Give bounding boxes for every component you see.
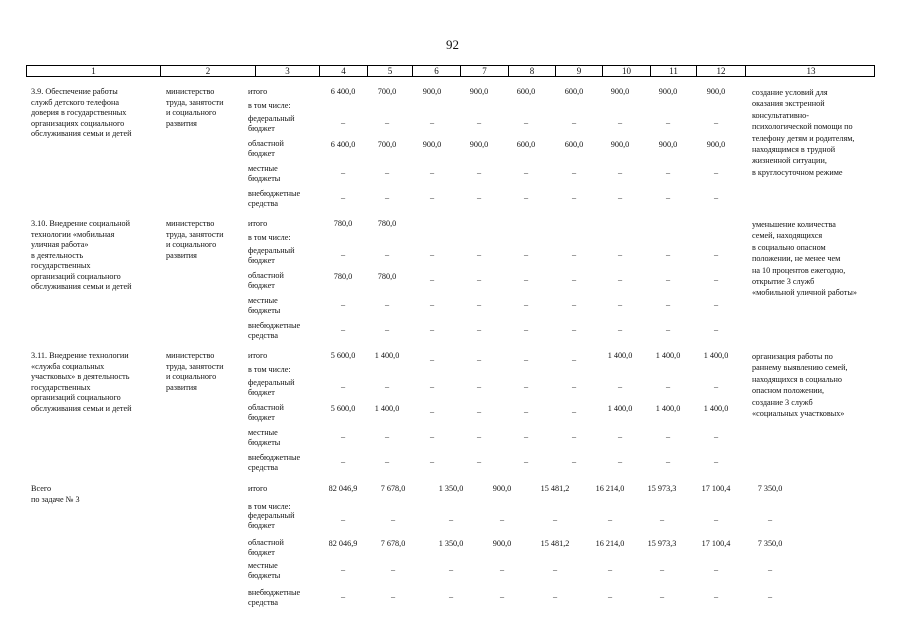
funding-source-label: местные	[248, 164, 278, 173]
funding-source-label: итого	[248, 351, 268, 360]
funding-value: –	[523, 193, 529, 202]
funding-value: 900,0	[610, 140, 630, 149]
funding-value: –	[429, 275, 435, 284]
funding-source-label: внебюджетные	[248, 453, 301, 462]
funding-value: –	[429, 168, 435, 177]
funding-value: 600,0	[516, 140, 536, 149]
funding-value: –	[390, 592, 396, 601]
funding-value: 82 046,9	[328, 484, 358, 493]
funding-source-label: областной	[248, 271, 284, 280]
funding-value: –	[523, 432, 529, 441]
funding-value: –	[429, 432, 435, 441]
result-line: психологической помощи по	[752, 122, 853, 132]
executor-line: труда, занятости	[166, 229, 224, 239]
funding-source-label: бюджет	[248, 413, 275, 422]
funding-value: –	[713, 118, 719, 127]
funding-value: –	[713, 168, 719, 177]
funding-value: 900,0	[706, 140, 726, 149]
funding-source-label: федеральный	[248, 378, 295, 387]
funding-source-label: федеральный	[248, 114, 295, 123]
funding-value: –	[659, 515, 665, 524]
funding-value: 7 350,0	[757, 484, 783, 493]
funding-value: –	[607, 565, 613, 574]
result-line: жизненной ситуации,	[752, 156, 827, 166]
funding-value: –	[499, 592, 505, 601]
funding-value: –	[476, 168, 482, 177]
funding-value: 900,0	[706, 87, 726, 96]
funding-value: –	[476, 193, 482, 202]
funding-source-label: средства	[248, 598, 279, 607]
funding-value: –	[429, 300, 435, 309]
header-col-13: 13	[745, 66, 876, 76]
funding-value: –	[571, 355, 577, 364]
funding-value: –	[390, 515, 396, 524]
result-line: раннему выявлению семей,	[752, 363, 848, 373]
funding-value: –	[384, 193, 390, 202]
funding-value: 1 400,0	[703, 404, 729, 413]
funding-value: –	[659, 565, 665, 574]
funding-value: 7 350,0	[757, 539, 783, 548]
funding-source-label: внебюджетные	[248, 588, 301, 597]
funding-value: –	[571, 275, 577, 284]
funding-value: –	[523, 382, 529, 391]
funding-value: 17 100,4	[701, 484, 731, 493]
funding-source-label: бюджеты	[248, 571, 281, 580]
funding-value: 15 481,2	[540, 484, 570, 493]
funding-source-label: бюджет	[248, 124, 275, 133]
funding-source-label: местные	[248, 428, 278, 437]
executor-line: министерство	[166, 219, 215, 228]
funding-value: –	[429, 250, 435, 259]
funding-value: –	[617, 457, 623, 466]
funding-value: –	[476, 250, 482, 259]
funding-value: –	[476, 432, 482, 441]
funding-value: –	[713, 250, 719, 259]
funding-value: –	[713, 432, 719, 441]
funding-value: –	[523, 168, 529, 177]
funding-value: –	[713, 457, 719, 466]
header-col-10: 10	[602, 66, 650, 76]
funding-value: –	[340, 193, 346, 202]
funding-value: –	[340, 250, 346, 259]
header-col-4: 4	[319, 66, 367, 76]
funding-value: –	[617, 250, 623, 259]
funding-value: 1 400,0	[374, 351, 400, 360]
activity-name-line: «служба социальных	[31, 361, 105, 371]
funding-value: –	[571, 118, 577, 127]
funding-source-label: в том числе:	[248, 502, 291, 511]
funding-value: –	[340, 382, 346, 391]
funding-value: –	[665, 382, 671, 391]
header-col-11: 11	[650, 66, 696, 76]
funding-value: –	[665, 275, 671, 284]
funding-value: 15 973,3	[647, 539, 677, 548]
funding-value: 900,0	[610, 87, 630, 96]
activity-name-line: 3.11. Внедрение технологии	[31, 351, 129, 360]
funding-value: –	[713, 300, 719, 309]
funding-value: –	[340, 457, 346, 466]
funding-value: –	[340, 300, 346, 309]
funding-value: –	[665, 457, 671, 466]
result-line: семей, находящихся	[752, 231, 823, 241]
funding-value: –	[552, 515, 558, 524]
funding-value: –	[523, 118, 529, 127]
executor-line: и социального	[166, 240, 217, 249]
funding-value: –	[340, 515, 346, 524]
result-line: положении, не менее чем	[752, 254, 841, 264]
funding-source-label: бюджеты	[248, 174, 281, 183]
header-col-1: 1	[91, 66, 96, 76]
result-line: уменьшение количества	[752, 220, 836, 229]
funding-value: 6 400,0	[330, 87, 356, 96]
funding-value: –	[713, 565, 719, 574]
funding-value: –	[552, 565, 558, 574]
executor-line: министерство	[166, 351, 215, 360]
funding-value: –	[429, 355, 435, 364]
funding-value: –	[476, 300, 482, 309]
funding-value: –	[340, 432, 346, 441]
funding-value: –	[429, 193, 435, 202]
funding-value: 900,0	[422, 87, 442, 96]
funding-value: 1 400,0	[703, 351, 729, 360]
funding-value: –	[665, 325, 671, 334]
funding-value: 780,0	[377, 272, 397, 281]
funding-value: 15 973,3	[647, 484, 677, 493]
funding-value: –	[571, 168, 577, 177]
funding-value: –	[476, 355, 482, 364]
funding-value: –	[571, 457, 577, 466]
funding-value: –	[523, 300, 529, 309]
activity-name-line: технологии «мобильная	[31, 229, 115, 239]
funding-value: –	[429, 118, 435, 127]
funding-source-label: областной	[248, 403, 284, 412]
activity-name-line: по задаче № 3	[31, 494, 80, 504]
page-number: 92	[446, 37, 459, 52]
funding-value: –	[659, 592, 665, 601]
funding-value: 1 400,0	[607, 351, 633, 360]
funding-source-label: средства	[248, 331, 279, 340]
activity-name-line: обслуживания семьи и детей	[31, 282, 132, 291]
activity-name-line: служб детского телефона	[31, 97, 119, 107]
funding-source-label: бюджет	[248, 256, 275, 265]
funding-value: –	[665, 168, 671, 177]
result-line: находящимся в трудной	[752, 145, 836, 154]
funding-value: 15 481,2	[540, 539, 570, 548]
executor-line: развития	[166, 250, 197, 260]
funding-value: –	[571, 382, 577, 391]
funding-source-label: в том числе:	[248, 233, 291, 242]
activity-name-line: государственных	[31, 382, 91, 392]
funding-value: –	[429, 407, 435, 416]
activity-name-line: доверия в государственных	[31, 108, 127, 117]
funding-value: –	[713, 592, 719, 601]
funding-source-label: итого	[248, 219, 268, 228]
activity-name-line: 3.9. Обеспечение работы	[31, 87, 118, 96]
funding-value: –	[384, 118, 390, 127]
executor-line: развития	[166, 382, 197, 392]
result-line: открытие 3 служб	[752, 277, 815, 286]
funding-value: –	[665, 250, 671, 259]
funding-value: –	[384, 382, 390, 391]
funding-value: 600,0	[516, 87, 536, 96]
funding-value: –	[476, 325, 482, 334]
funding-value: –	[448, 565, 454, 574]
funding-value: 82 046,9	[328, 539, 358, 548]
funding-value: 900,0	[492, 539, 512, 548]
funding-value: –	[523, 457, 529, 466]
activity-name-line: обслуживания семьи и детей	[31, 403, 132, 413]
funding-value: –	[617, 118, 623, 127]
funding-value: –	[767, 565, 773, 574]
funding-value: 900,0	[469, 140, 489, 149]
funding-value: –	[617, 168, 623, 177]
funding-value: –	[340, 118, 346, 127]
funding-value: –	[340, 565, 346, 574]
funding-value: 780,0	[333, 272, 353, 281]
funding-value: –	[384, 300, 390, 309]
funding-value: –	[448, 515, 454, 524]
funding-value: –	[617, 300, 623, 309]
table-header-row	[26, 65, 875, 77]
funding-value: –	[390, 565, 396, 574]
funding-value: –	[523, 275, 529, 284]
funding-value: –	[476, 275, 482, 284]
funding-source-label: бюджет	[248, 388, 275, 397]
funding-value: –	[571, 325, 577, 334]
funding-value: 1 350,0	[438, 484, 464, 493]
funding-source-label: бюджет	[248, 521, 275, 530]
funding-value: –	[384, 457, 390, 466]
activity-name-line: 3.10. Внедрение социальной	[31, 219, 131, 228]
executor-line: и социального	[166, 372, 217, 381]
funding-value: –	[476, 382, 482, 391]
activity-name-line: государственных	[31, 261, 91, 270]
funding-value: 1 400,0	[607, 404, 633, 413]
header-col-2: 2	[160, 66, 255, 76]
funding-value: –	[767, 515, 773, 524]
funding-value: –	[617, 432, 623, 441]
funding-value: 600,0	[564, 87, 584, 96]
funding-source-label: итого	[248, 87, 268, 96]
header-col-9: 9	[555, 66, 602, 76]
result-line: в круглосуточном режиме	[752, 167, 843, 177]
funding-value: –	[665, 300, 671, 309]
funding-source-label: местные	[248, 561, 278, 570]
funding-value: –	[571, 250, 577, 259]
funding-source-label: областной	[248, 139, 284, 148]
funding-value: –	[429, 325, 435, 334]
header-col-6: 6	[412, 66, 460, 76]
funding-value: –	[713, 193, 719, 202]
funding-value: 900,0	[422, 140, 442, 149]
funding-value: 1 400,0	[655, 351, 681, 360]
funding-value: –	[523, 325, 529, 334]
funding-value: –	[523, 407, 529, 416]
funding-source-label: бюджеты	[248, 306, 281, 315]
funding-value: –	[665, 432, 671, 441]
header-col-7: 7	[460, 66, 508, 76]
funding-source-label: бюджет	[248, 281, 275, 290]
header-col-3: 3	[255, 66, 319, 76]
funding-value: 7 678,0	[380, 539, 406, 548]
header-col-12: 12	[696, 66, 745, 76]
funding-value: –	[571, 432, 577, 441]
funding-source-label: бюджет	[248, 149, 275, 158]
funding-value: 6 400,0	[330, 140, 356, 149]
funding-source-label: бюджеты	[248, 438, 281, 447]
funding-value: –	[523, 250, 529, 259]
funding-value: –	[384, 168, 390, 177]
funding-value: 700,0	[377, 140, 397, 149]
funding-source-label: местные	[248, 296, 278, 305]
funding-value: 1 350,0	[438, 539, 464, 548]
result-line: в социально опасном	[752, 242, 826, 252]
funding-value: –	[571, 300, 577, 309]
result-line: опасном положении,	[752, 386, 825, 396]
result-line: организация работы по	[752, 352, 833, 361]
funding-source-label: в том числе:	[248, 101, 291, 110]
header-col-8: 8	[508, 66, 555, 76]
executor-line: труда, занятости	[166, 97, 224, 107]
activity-name-line: Всего	[31, 484, 52, 493]
result-line: на 10 процентов ежегодно,	[752, 265, 846, 275]
funding-value: –	[448, 592, 454, 601]
funding-source-label: средства	[248, 199, 279, 208]
funding-value: 1 400,0	[374, 404, 400, 413]
funding-source-label: в том числе:	[248, 365, 291, 374]
funding-value: –	[429, 457, 435, 466]
funding-value: –	[607, 515, 613, 524]
executor-line: и социального	[166, 108, 217, 117]
funding-value: 900,0	[469, 87, 489, 96]
header-col-5: 5	[367, 66, 412, 76]
funding-value: –	[617, 275, 623, 284]
activity-name-line: организаций социального	[31, 271, 121, 281]
funding-value: –	[384, 250, 390, 259]
result-line: оказания экстренной	[752, 99, 825, 109]
funding-value: –	[476, 407, 482, 416]
funding-value: –	[552, 592, 558, 601]
funding-value: 780,0	[377, 219, 397, 228]
funding-value: 17 100,4	[701, 539, 731, 548]
funding-value: –	[476, 457, 482, 466]
funding-value: 700,0	[377, 87, 397, 96]
funding-value: –	[607, 592, 613, 601]
result-line: «социальных участковых»	[752, 409, 845, 418]
funding-source-label: областной	[248, 538, 284, 547]
funding-value: –	[713, 515, 719, 524]
funding-value: –	[476, 118, 482, 127]
result-line: создание 3 служб	[752, 397, 813, 407]
result-line: телефону детям и родителям,	[752, 133, 855, 143]
funding-value: –	[571, 407, 577, 416]
funding-source-label: федеральный	[248, 246, 295, 255]
funding-value: –	[665, 118, 671, 127]
funding-value: –	[523, 355, 529, 364]
funding-value: –	[713, 382, 719, 391]
activity-name-line: уличная работа»	[31, 240, 89, 249]
activity-name-line: участковых» в деятельность	[31, 372, 130, 381]
funding-value: –	[384, 325, 390, 334]
funding-value: –	[767, 592, 773, 601]
funding-source-label: внебюджетные	[248, 321, 301, 330]
result-line: «мобильной уличной работы»	[752, 288, 857, 298]
executor-line: развития	[166, 118, 197, 128]
activity-name-line: организациях социального	[31, 118, 125, 128]
funding-value: 5 600,0	[330, 404, 356, 413]
result-line: консультативно-	[752, 110, 809, 120]
funding-value: 1 400,0	[655, 404, 681, 413]
funding-value: –	[499, 515, 505, 524]
funding-value: –	[617, 193, 623, 202]
funding-value: 900,0	[658, 140, 678, 149]
result-line: находящихся в социально	[752, 374, 842, 384]
funding-value: 16 214,0	[595, 539, 625, 548]
funding-value: –	[340, 325, 346, 334]
funding-value: –	[340, 592, 346, 601]
funding-source-label: средства	[248, 463, 279, 472]
funding-value: –	[499, 565, 505, 574]
result-line: создание условий для	[752, 88, 828, 97]
funding-source-label: бюджет	[248, 548, 275, 557]
funding-value: –	[713, 275, 719, 284]
funding-value: –	[384, 432, 390, 441]
funding-value: 5 600,0	[330, 351, 356, 360]
funding-value: 900,0	[492, 484, 512, 493]
funding-value: 600,0	[564, 140, 584, 149]
funding-value: –	[429, 382, 435, 391]
funding-value: –	[713, 325, 719, 334]
funding-value: –	[617, 382, 623, 391]
funding-value: 16 214,0	[595, 484, 625, 493]
funding-value: 7 678,0	[380, 484, 406, 493]
funding-source-label: итого	[248, 484, 268, 493]
funding-value: –	[340, 168, 346, 177]
activity-name-line: в деятельность	[31, 250, 84, 260]
activity-name-line: организаций социального	[31, 393, 121, 402]
funding-value: –	[617, 325, 623, 334]
activity-name-line: обслуживания семьи и детей	[31, 129, 132, 138]
executor-line: труда, занятости	[166, 361, 224, 371]
funding-value: –	[665, 193, 671, 202]
executor-line: министерство	[166, 87, 215, 96]
funding-value: 780,0	[333, 219, 353, 228]
funding-value: 900,0	[658, 87, 678, 96]
funding-source-label: федеральный	[248, 511, 295, 520]
funding-value: –	[571, 193, 577, 202]
funding-source-label: внебюджетные	[248, 189, 301, 198]
